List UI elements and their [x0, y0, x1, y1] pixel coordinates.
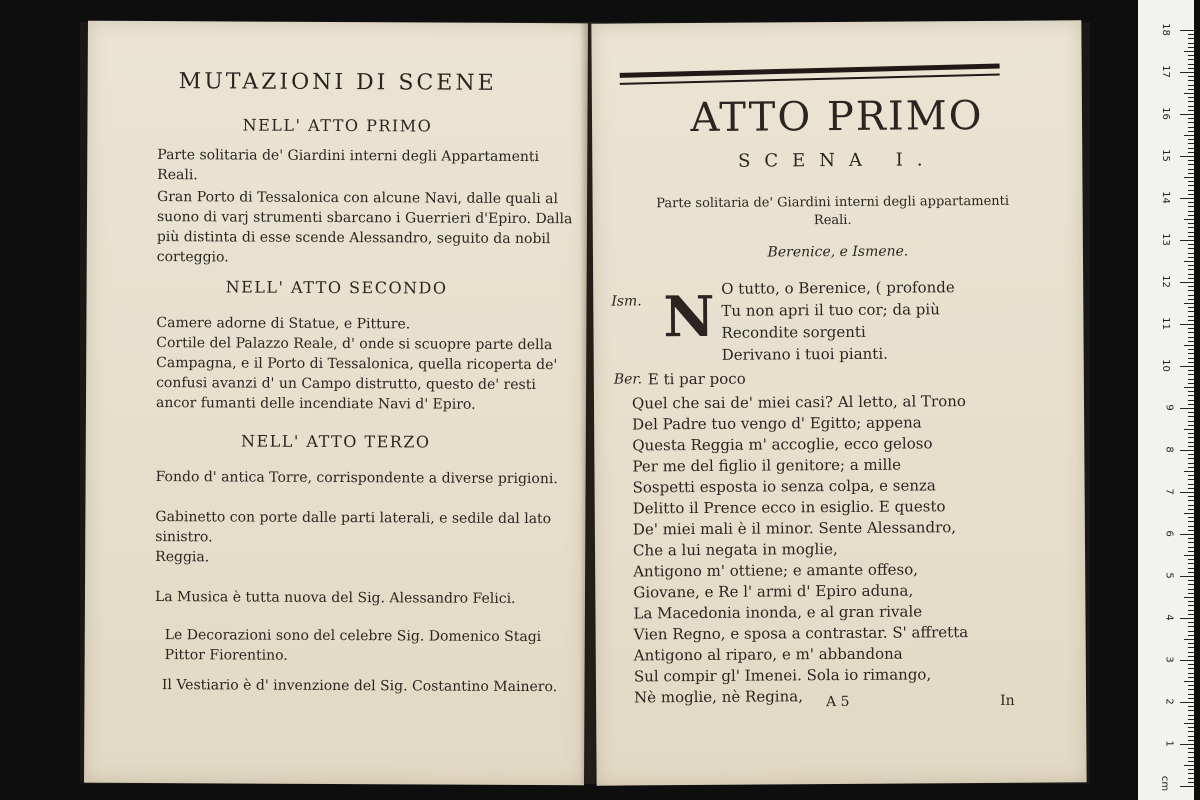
- verse-line: Quel che sai de' miei casi? Al letto, al Trono: [631, 392, 966, 413]
- ruler-tick: [1188, 358, 1194, 359]
- ruler-tick: [1188, 38, 1194, 39]
- ruler-tick: [1188, 190, 1194, 191]
- ruler-tick: [1188, 530, 1194, 531]
- ruler-tick: [1188, 248, 1194, 249]
- ruler-tick: [1188, 589, 1194, 590]
- ruler-tick: [1188, 458, 1194, 459]
- ruler-tick: [1188, 740, 1194, 741]
- ruler-tick: [1180, 324, 1194, 325]
- ruler-tick: [1188, 757, 1194, 758]
- ruler-number: 9: [1163, 404, 1175, 411]
- ruler-tick: [1188, 269, 1194, 270]
- ruler-tick: [1188, 748, 1194, 749]
- verse-line: La Macedonia inonda, e al gran rivale: [633, 602, 923, 623]
- ruler-tick: [1188, 706, 1194, 707]
- ruler-tick: [1188, 778, 1194, 779]
- verse-line: Antigono m' ottiene; e amante offeso,: [633, 560, 919, 581]
- ruler-tick: [1188, 202, 1194, 203]
- ruler-tick: [1180, 408, 1194, 409]
- verse-line: Nè moglie, nè Regina,: [633, 687, 803, 707]
- ruler-tick: [1180, 282, 1194, 283]
- ruler-tick: [1188, 320, 1194, 321]
- verse-line: Sul compir gl' Imenei. Sola io rimango,: [633, 665, 932, 686]
- ruler-tick: [1188, 337, 1194, 338]
- scene-characters: Berenice, e Ismene.: [767, 243, 909, 261]
- ruler-tick: [1188, 362, 1194, 363]
- ruler-tick: [1188, 719, 1194, 720]
- ruler-tick: [1188, 496, 1194, 497]
- ruler-tick: [1188, 446, 1194, 447]
- section-heading-act-1: NELL' ATTO PRIMO: [242, 115, 433, 136]
- ruler-tick: [1188, 244, 1194, 245]
- ruler-tick: [1188, 622, 1194, 623]
- ruler-tick: [1188, 173, 1194, 174]
- ruler-tick: [1188, 370, 1194, 371]
- ruler-tick: [1184, 723, 1194, 724]
- ruler-tick: [1188, 341, 1194, 342]
- ruler-tick: [1188, 127, 1194, 128]
- ruler-tick: [1188, 374, 1194, 375]
- ruler-tick: [1188, 572, 1194, 573]
- ruler-tick: [1188, 731, 1194, 732]
- ruler-tick: [1188, 274, 1194, 275]
- verse-line: E ti par poco: [647, 369, 746, 389]
- ruler-tick: [1188, 463, 1194, 464]
- ruler-tick: [1188, 773, 1194, 774]
- ruler-tick: [1188, 517, 1194, 518]
- ruler-tick: [1184, 555, 1194, 556]
- ruler-tick: [1188, 689, 1194, 690]
- ruler-tick: [1184, 513, 1194, 514]
- ruler-tick: [1184, 261, 1194, 262]
- ruler-tick: [1188, 677, 1194, 678]
- verse-line: Delitto il Prence ecco in esiglio. E questo: [632, 497, 946, 518]
- ruler-tick: [1188, 673, 1194, 674]
- ruler-tick: [1188, 404, 1194, 405]
- ruler-tick: [1188, 106, 1194, 107]
- section-heading-act-3: NELL' ATTO TERZO: [240, 431, 431, 452]
- ruler-tick: [1188, 475, 1194, 476]
- ruler-tick: [1188, 148, 1194, 149]
- speaker-label: Ism.: [611, 293, 642, 310]
- section-heading-act-2: NELL' ATTO SECONDO: [225, 277, 448, 298]
- ruler-tick: [1180, 72, 1194, 73]
- right-page: [591, 20, 1086, 785]
- ruler-tick: [1188, 643, 1194, 644]
- left-page-title: MUTAZIONI DI SCENE: [178, 69, 497, 96]
- ruler-tick: [1188, 290, 1194, 291]
- ruler-tick: [1188, 253, 1194, 254]
- ruler-number: 11: [1160, 317, 1172, 330]
- ruler-tick: [1188, 584, 1194, 585]
- catchword: In: [1000, 692, 1015, 709]
- ruler-tick: [1188, 610, 1194, 611]
- ruler-tick: [1188, 353, 1194, 354]
- ruler-tick: [1188, 89, 1194, 90]
- ruler-tick: [1188, 559, 1194, 560]
- ruler-tick: [1188, 547, 1194, 548]
- ruler-tick: [1188, 542, 1194, 543]
- ruler-tick: [1188, 379, 1194, 380]
- verse-line: Giovane, e Re l' armi d' Epiro aduna,: [633, 581, 914, 602]
- ruler-number: 10: [1160, 359, 1172, 372]
- act-title: ATTO PRIMO: [690, 92, 984, 142]
- ruler-tick: [1188, 412, 1194, 413]
- ruler-tick: [1188, 181, 1194, 182]
- ruler-tick: [1188, 118, 1194, 119]
- ruler-tick: [1188, 59, 1194, 60]
- ruler-tick: [1188, 626, 1194, 627]
- ruler-tick: [1188, 328, 1194, 329]
- ruler-number: 5: [1163, 572, 1175, 579]
- ruler-tick: [1188, 143, 1194, 144]
- ruler-tick: [1188, 383, 1194, 384]
- ruler-tick: [1188, 568, 1194, 569]
- verse-line: O tutto, o Berenice, ( profonde: [721, 278, 955, 298]
- ruler-tick: [1184, 345, 1194, 346]
- ruler-tick: [1188, 631, 1194, 632]
- signature-mark: A 5: [826, 693, 850, 711]
- ruler-tick: [1180, 744, 1194, 745]
- verse-line: De' miei mali è il minor. Sente Alessandro,: [632, 518, 957, 539]
- ruler-tick: [1188, 668, 1194, 669]
- credit-music: La Musica è tutta nuova del Sig. Alessandro Felici.: [154, 589, 516, 607]
- ruler-tick: [1188, 685, 1194, 686]
- ruler-number: 18: [1160, 23, 1172, 36]
- drop-cap: N: [663, 283, 715, 351]
- ruler-tick: [1188, 160, 1194, 161]
- ruler-tick: [1188, 421, 1194, 422]
- ruler-tick: [1184, 681, 1194, 682]
- ruler-tick: [1188, 580, 1194, 581]
- ruler-tick: [1188, 232, 1194, 233]
- ruler-tick: [1188, 194, 1194, 195]
- ruler-tick: [1180, 156, 1194, 157]
- ruler-tick: [1184, 93, 1194, 94]
- ruler-tick: [1188, 400, 1194, 401]
- ruler-tick: [1180, 660, 1194, 661]
- ruler-tick: [1180, 366, 1194, 367]
- ruler-number: 8: [1163, 446, 1175, 453]
- ruler-tick: [1188, 442, 1194, 443]
- ruler-tick: [1188, 185, 1194, 186]
- credit-costumes: Il Vestiario è d' invenzione del Sig. Costantino Mainero.: [161, 677, 558, 696]
- open-book: [80, 22, 1090, 784]
- scene-item: Gran Porto di Tessalonica con alcune Navi, dalle quali al suono di varj strumenti sbarcano i Guerrieri d'Epiro. Dalla più distinta di esse scende Alessandro, seguito da nobil corteggio.: [156, 189, 573, 266]
- ruler-tick: [1188, 614, 1194, 615]
- ruler-unit: cm: [1158, 775, 1170, 792]
- ruler-tick: [1188, 551, 1194, 552]
- ruler-tick: [1188, 139, 1194, 140]
- ruler-tick: [1188, 206, 1194, 207]
- ruler-number: 15: [1160, 149, 1172, 162]
- ruler-tick: [1184, 135, 1194, 136]
- ruler-tick: [1188, 34, 1194, 35]
- ruler-tick: [1188, 538, 1194, 539]
- ruler-tick: [1188, 122, 1194, 123]
- ruler-tick: [1188, 416, 1194, 417]
- ruler-tick: [1184, 639, 1194, 640]
- verse-line: Vien Regno, e sposa a contrastar. S' affretta: [633, 623, 969, 644]
- ruler-tick: [1188, 593, 1194, 594]
- ruler-tick: [1188, 782, 1194, 783]
- ruler-tick: [1188, 110, 1194, 111]
- ruler-number: 7: [1163, 488, 1175, 495]
- ruler-tick: [1188, 521, 1194, 522]
- left-page: [84, 21, 588, 786]
- ruler-number: 14: [1160, 191, 1172, 204]
- scene-item: Camere adorne di Statue, e Pitture.: [156, 315, 411, 333]
- ruler-number: 3: [1163, 656, 1175, 663]
- ruler-tick: [1188, 97, 1194, 98]
- ruler-tick: [1188, 694, 1194, 695]
- ruler-tick: [1184, 219, 1194, 220]
- scene-item: Parte solitaria de' Giardini interni degli Appartamenti Reali.: [157, 147, 540, 184]
- ruler-tick: [1188, 715, 1194, 716]
- ruler-number: 6: [1163, 530, 1175, 537]
- ruler-tick: [1188, 710, 1194, 711]
- ruler-tick: [1188, 311, 1194, 312]
- scene-item: Reggia.: [155, 549, 210, 566]
- ruler-tick: [1188, 437, 1194, 438]
- ruler-tick: [1184, 303, 1194, 304]
- verse-line: Che a lui negata in moglie,: [632, 540, 838, 560]
- verse-line: Questa Reggia m' accoglie, ecco geloso: [632, 434, 933, 455]
- ruler-tick: [1188, 316, 1194, 317]
- ruler-tick: [1188, 286, 1194, 287]
- speaker-label: Ber.: [613, 371, 643, 388]
- ruler-tick: [1188, 664, 1194, 665]
- verse-line: Sospetti esposta io senza colpa, e senza: [632, 476, 936, 497]
- ruler-tick: [1188, 479, 1194, 480]
- ruler-tick: [1180, 198, 1194, 199]
- ruler-tick: [1188, 131, 1194, 132]
- ruler-tick: [1188, 391, 1194, 392]
- ruler-tick: [1188, 68, 1194, 69]
- ruler-tick: [1180, 114, 1194, 115]
- ruler-tick: [1188, 698, 1194, 699]
- ruler-tick: [1188, 488, 1194, 489]
- scene-setting: Parte solitaria de' Giardini interni degli appartamenti Reali.: [656, 193, 1010, 229]
- ruler-tick: [1188, 169, 1194, 170]
- ruler-number: 2: [1163, 698, 1175, 705]
- ruler-tick: [1184, 765, 1194, 766]
- ruler-tick: [1188, 425, 1194, 426]
- ruler-tick: [1184, 597, 1194, 598]
- ruler-tick: [1188, 80, 1194, 81]
- ruler-tick: [1188, 278, 1194, 279]
- ruler-tick: [1188, 454, 1194, 455]
- ruler-tick: [1188, 467, 1194, 468]
- ruler-tick: [1188, 769, 1194, 770]
- ruler-tick: [1188, 152, 1194, 153]
- ruler-number: 16: [1160, 107, 1172, 120]
- ruler-tick: [1188, 761, 1194, 762]
- ruler-tick: [1188, 647, 1194, 648]
- ruler-tick: [1188, 55, 1194, 56]
- ruler-tick: [1188, 164, 1194, 165]
- ruler-tick: [1188, 236, 1194, 237]
- verse-line: Tu non apri il tuo cor; da più: [721, 300, 940, 320]
- ruler-tick: [1180, 576, 1194, 577]
- ruler-number: 4: [1163, 614, 1175, 621]
- ruler-tick: [1188, 736, 1194, 737]
- ruler-tick: [1188, 752, 1194, 753]
- scene-item: Cortile del Palazzo Reale, d' onde si scuopre parte della Campagna, e il Porto di Tessalonica, quella ricoperta de' confusi avanzi d' un Campo distrutto, questo de' resti ancor fumanti delle incendiate Navi d' Epiro.: [155, 335, 558, 413]
- ruler-tick: [1188, 64, 1194, 65]
- ruler-tick: [1188, 727, 1194, 728]
- ruler-tick: [1188, 349, 1194, 350]
- ruler-tick: [1188, 85, 1194, 86]
- ruler-number: 17: [1160, 65, 1172, 78]
- scene-item: Fondo d' antica Torre, corrispondente a diverse prigioni.: [155, 469, 558, 488]
- ruler-tick: [1188, 299, 1194, 300]
- ruler-tick: [1188, 601, 1194, 602]
- ruler-number: 12: [1160, 275, 1172, 288]
- ruler-tick: [1180, 786, 1194, 787]
- ruler-tick: [1180, 450, 1194, 451]
- ruler-tick: [1188, 395, 1194, 396]
- ruler-tick: [1184, 51, 1194, 52]
- ruler-tick: [1184, 387, 1194, 388]
- ruler-tick: [1188, 563, 1194, 564]
- scene-title: SCENA I.: [737, 149, 937, 172]
- ruler-tick: [1180, 30, 1194, 31]
- ruler-tick: [1188, 101, 1194, 102]
- verse-line: Per me del figlio il genitore; a mille: [632, 455, 902, 476]
- ruler-tick: [1188, 227, 1194, 228]
- ruler-number: 13: [1160, 233, 1172, 246]
- ruler-number: 1: [1163, 740, 1175, 747]
- ruler-tick: [1188, 43, 1194, 44]
- ruler-tick: [1188, 509, 1194, 510]
- ruler-tick: [1188, 215, 1194, 216]
- ruler-tick: [1184, 429, 1194, 430]
- ruler-tick: [1180, 618, 1194, 619]
- measurement-ruler: [1138, 0, 1194, 800]
- credit-decorations: Le Decorazioni sono del celebre Sig. Domenico Stagi Pittor Fiorentino.: [164, 627, 542, 664]
- ruler-tick: [1188, 47, 1194, 48]
- ruler-tick: [1188, 257, 1194, 258]
- ruler-tick: [1180, 240, 1194, 241]
- ruler-tick: [1188, 265, 1194, 266]
- ruler-tick: [1188, 526, 1194, 527]
- verse-line: Recondite sorgenti: [721, 322, 866, 342]
- ruler-tick: [1188, 211, 1194, 212]
- ruler-tick: [1188, 656, 1194, 657]
- ruler-tick: [1188, 433, 1194, 434]
- ruler-tick: [1188, 500, 1194, 501]
- ruler-tick: [1180, 492, 1194, 493]
- ruler-tick: [1180, 534, 1194, 535]
- scene-item: Gabinetto con porte dalle parti laterali, e sedile dal lato sinistro.: [155, 509, 552, 546]
- ruler-tick: [1188, 605, 1194, 606]
- ruler-tick: [1188, 307, 1194, 308]
- ruler-tick: [1188, 505, 1194, 506]
- verse-line: Antigono al riparo, e m' abbandona: [633, 644, 903, 665]
- ruler-tick: [1188, 332, 1194, 333]
- ruler-tick: [1188, 295, 1194, 296]
- ruler-tick: [1188, 484, 1194, 485]
- ruler-tick: [1188, 76, 1194, 77]
- ruler-tick: [1188, 223, 1194, 224]
- ruler-tick: [1188, 635, 1194, 636]
- ruler-tick: [1188, 652, 1194, 653]
- ruler-tick: [1184, 471, 1194, 472]
- ruler-tick: [1180, 702, 1194, 703]
- ruler-tick: [1184, 177, 1194, 178]
- verse-line: Derivano i tuoi pianti.: [721, 344, 888, 364]
- verse-line: Del Padre tuo vengo d' Egitto; appena: [632, 413, 922, 434]
